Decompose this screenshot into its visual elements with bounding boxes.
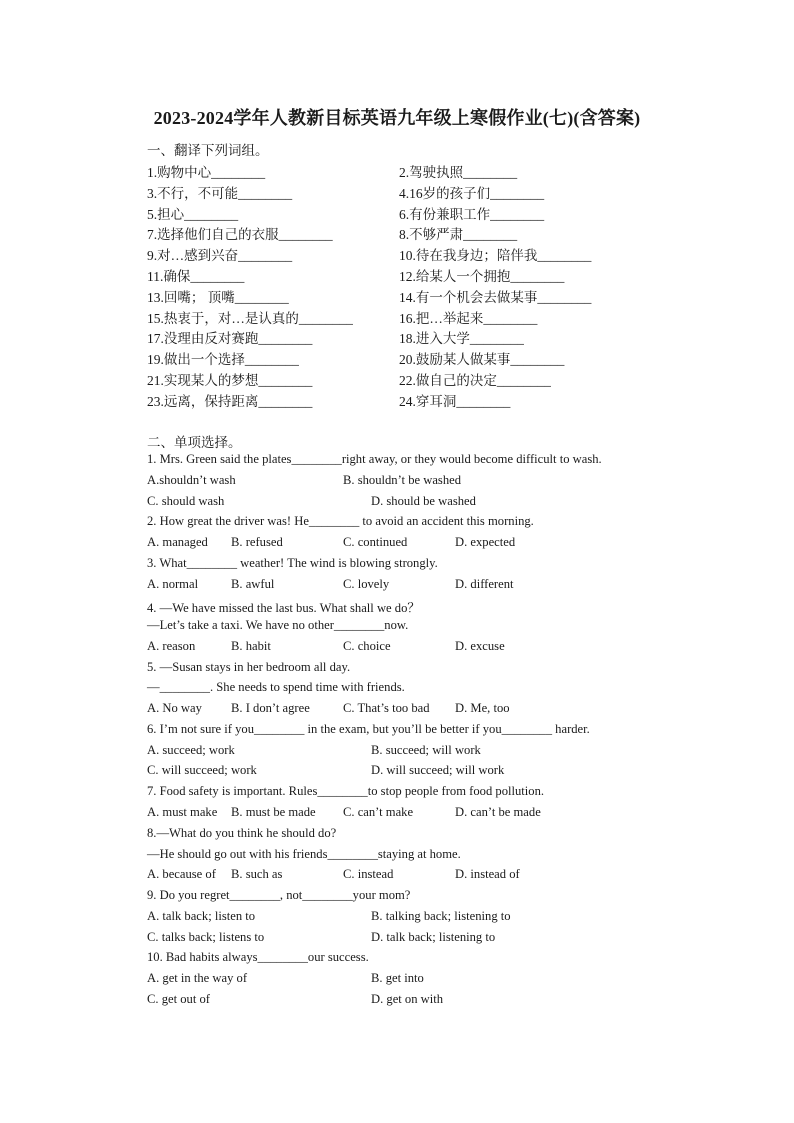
vocab-item: 10.待在我身边；陪伴我________: [399, 248, 592, 264]
answer-option: A. must make: [147, 805, 218, 820]
answer-option: A. talk back; listen to: [147, 908, 256, 923]
options-row: [147, 971, 707, 992]
options-row: [147, 867, 707, 888]
answer-option: A. succeed; work: [147, 742, 235, 757]
answer-option: B. habit: [231, 638, 271, 653]
vocab-item: 23.远离，保持距离________: [147, 393, 313, 409]
answer-option: C. can’t make: [343, 805, 414, 820]
question-line: 6. I’m not sure if you________ in the exam, but you’ll be better if you________ harder.: [147, 721, 590, 736]
vocab-item: 1.购物中心________: [147, 165, 266, 180]
vocab-item: 24.穿耳洞________: [399, 393, 511, 409]
answer-option: C. choice: [343, 638, 391, 653]
vocab-row: [147, 307, 707, 328]
vocab-item: 7.选择他们自己的衣服________: [147, 227, 333, 243]
answer-option: A. No way: [147, 701, 202, 716]
question-line: —He should go out with his friends________staying at home.: [147, 846, 461, 861]
section1-heading: 一、翻译下列词组。: [147, 143, 269, 158]
answer-option: D. instead of: [455, 867, 520, 882]
question-line: —________. She needs to spend time with friends.: [147, 680, 405, 695]
answer-option: C. should wash: [147, 493, 225, 508]
answer-option: B. succeed; will work: [371, 742, 481, 757]
vocab-item: 16.把…举起来________: [399, 310, 538, 326]
vocab-item: 20.鼓励某人做某事________: [399, 352, 565, 368]
section2-heading: 二、单项选择。: [147, 435, 242, 450]
question-line: 1. Mrs. Green said the plates________right away, or they would become difficult to wash.: [147, 452, 602, 466]
answer-option: C. That’s too bad: [343, 701, 430, 716]
question-line: —Let’s take a taxi. We have no other________now.: [147, 618, 409, 633]
vocab-item: 8.不够严肃________: [399, 227, 518, 243]
answer-option: D. different: [455, 576, 514, 591]
vocab-item: 3.不行，不可能________: [147, 185, 293, 201]
answer-option: D. get on with: [371, 991, 444, 1006]
vocab-row: [147, 348, 707, 369]
vocab-item: 18.进入大学________: [399, 331, 524, 347]
options-row: [147, 639, 707, 660]
vocab-item: 12.给某人一个拥抱________: [399, 268, 565, 284]
answer-option: A. managed: [147, 535, 208, 550]
options-row: [147, 909, 707, 930]
options-row: [147, 494, 707, 515]
vocab-item: 19.做出一个选择________: [147, 352, 299, 368]
options-row: [147, 805, 707, 826]
answer-option: D. talk back; listening to: [371, 929, 496, 944]
vocab-row: [147, 265, 707, 286]
answer-option: D. expected: [455, 535, 516, 550]
answer-option: B. shouldn’t be washed: [343, 472, 461, 487]
options-row: [147, 930, 707, 951]
vocab-item: 21.实现某人的梦想________: [147, 372, 313, 388]
answer-option: B. I don’t agree: [231, 701, 310, 716]
question-line: 5. —Susan stays in her bedroom all day.: [147, 659, 351, 674]
options-row: [147, 577, 707, 598]
vocab-item: 13.回嘴； 顶嘴________: [147, 289, 289, 305]
vocab-row: [147, 327, 707, 348]
answer-option: C. lovely: [343, 576, 390, 591]
answer-option: D. can’t be made: [455, 805, 541, 820]
vocab-item: 15.热衷于，对…是认真的________: [147, 310, 353, 326]
vocab-row: [147, 161, 707, 182]
options-row: [147, 992, 707, 1013]
question-line: 2. How great the driver was! He________ to avoid an accident this morning.: [147, 514, 534, 529]
answer-option: B. must be made: [231, 805, 316, 820]
answer-option: B. get into: [371, 971, 424, 986]
answer-option: B. refused: [231, 535, 283, 550]
vocab-row: [147, 390, 707, 411]
answer-option: C. instead: [343, 867, 394, 882]
question-line: 7. Food safety is important. Rules________to stop people from food pollution.: [147, 784, 545, 799]
vocab-item: 14.有一个机会去做某事________: [399, 289, 592, 305]
answer-option: A.shouldn’t wash: [147, 472, 236, 487]
vocab-row: [147, 223, 707, 244]
vocab-item: 2.驾驶执照________: [399, 165, 518, 180]
answer-option: A. because of: [147, 867, 216, 882]
answer-option: B. talking back; listening to: [371, 908, 511, 923]
vocab-list: [147, 161, 707, 411]
vocab-item: 6.有份兼职工作________: [399, 206, 545, 222]
question-line: 8.—What do you think he should do?: [147, 825, 337, 840]
question-line: 10. Bad habits always________our success.: [147, 950, 369, 965]
answer-option: C. continued: [343, 535, 408, 550]
vocab-item: 17.没理由反对赛跑________: [147, 331, 313, 347]
vocab-item: 22.做自己的决定________: [399, 372, 551, 388]
options-row: [147, 701, 707, 722]
answer-option: D. will succeed; will work: [371, 763, 505, 778]
answer-option: C. will succeed; work: [147, 763, 257, 778]
answer-option: B. such as: [231, 867, 283, 882]
vocab-item: 4.16岁的孩子们________: [399, 185, 545, 201]
options-row: [147, 763, 707, 784]
options-row: [147, 743, 707, 764]
vocab-row: [147, 203, 707, 224]
options-row: [147, 473, 707, 494]
question-line: 4. —We have missed the last bus. What shall we do？: [147, 601, 420, 616]
answer-option: A. normal: [147, 576, 199, 591]
vocab-row: [147, 244, 707, 265]
vocab-item: 11.确保________: [147, 268, 245, 284]
answer-option: D. should be washed: [371, 493, 476, 508]
answer-option: C. talks back; listens to: [147, 929, 265, 944]
vocab-row: [147, 286, 707, 307]
answer-option: B. awful: [231, 576, 275, 591]
answer-option: C. get out of: [147, 991, 210, 1006]
vocab-row: [147, 369, 707, 390]
mcq-list: [147, 452, 707, 1013]
answer-option: A. reason: [147, 638, 196, 653]
document-title: 2023-2024学年人教新目标英语九年级上寒假作业(七)(含答案): [153, 108, 641, 128]
vocab-row: [147, 182, 707, 203]
options-row: [147, 535, 707, 556]
vocab-item: 9.对…感到兴奋________: [147, 248, 293, 264]
question-line: 9. Do you regret________, not________your mom?: [147, 888, 411, 903]
vocab-item: 5.担心________: [147, 206, 239, 222]
answer-option: A. get in the way of: [147, 971, 248, 986]
question-line: 3. What________ weather! The wind is blowing strongly.: [147, 555, 438, 570]
answer-option: D. Me, too: [455, 701, 510, 716]
answer-option: D. excuse: [455, 638, 505, 653]
